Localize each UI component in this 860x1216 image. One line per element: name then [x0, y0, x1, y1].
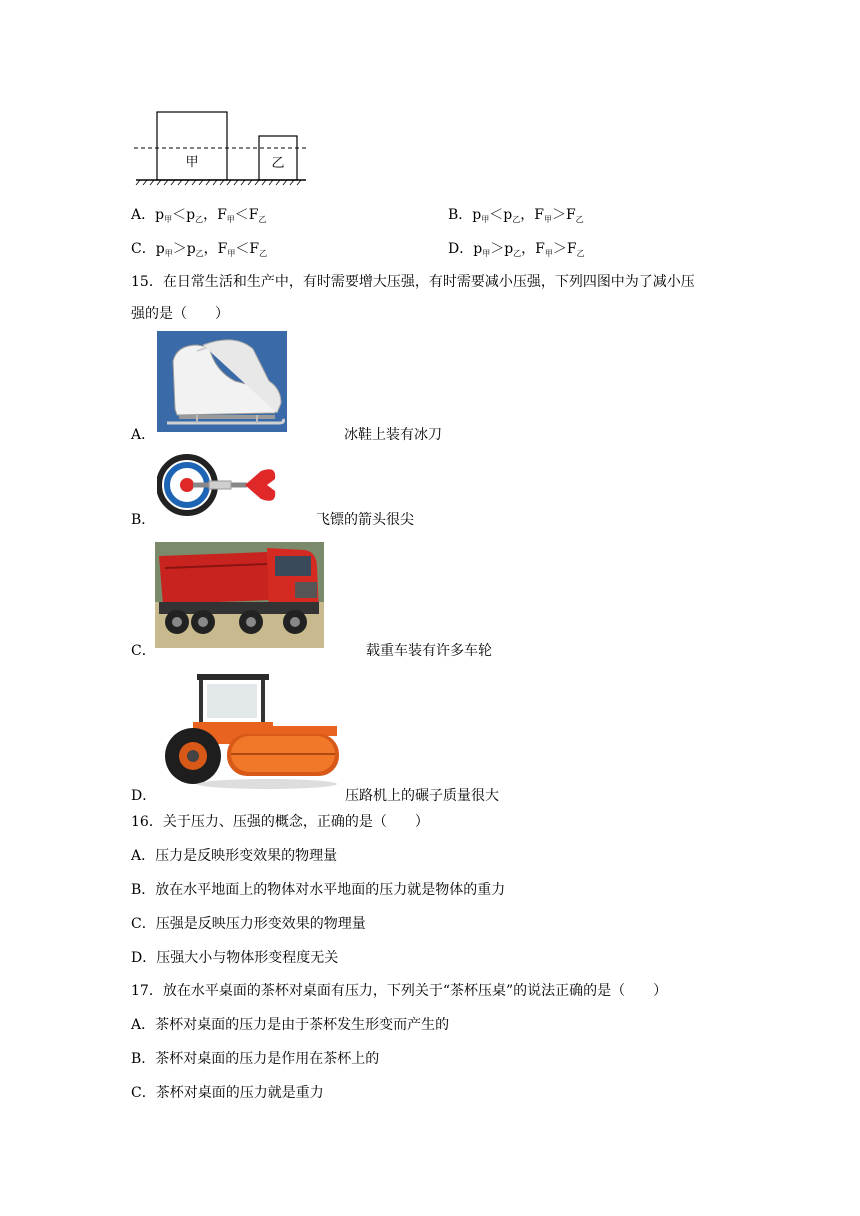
dart-target-image	[157, 447, 287, 519]
q15-stem-line2: 强的是（ ）	[131, 306, 229, 322]
q15-option-c-caption: 载重车装有许多车轮	[366, 643, 492, 659]
q15-option-b-letter: B．	[131, 512, 156, 528]
q17-option-b[interactable]: B．茶杯对桌面的压力是作用在茶杯上的	[131, 1051, 380, 1067]
q17-option-a[interactable]: A．茶杯对桌面的压力是由于茶杯发生形变而产生的	[131, 1017, 450, 1033]
q17-stem: 17．放在水平桌面的茶杯对桌面有压力，下列关于“茶杯压桌”的说法正确的是（ ）	[131, 983, 668, 999]
dump-truck-image	[155, 542, 324, 648]
q14-option-b[interactable]: B．$p_甲<p_乙$，$F_甲>F_乙$	[448, 207, 584, 224]
q16-option-b[interactable]: B．放在水平地面上的物体对水平地面的压力就是物体的重力	[131, 882, 506, 898]
q17-option-c[interactable]: C．茶杯对桌面的压力就是重力	[131, 1085, 324, 1101]
q15-stem-line1: 15．在日常生活和生产中，有时需要增大压强，有时需要减小压强，下列四图中为了减小压	[131, 274, 695, 290]
road-roller-image	[157, 668, 343, 790]
q15-option-d-caption: 压路机上的碾子质量很大	[345, 788, 499, 804]
q15-option-d-letter: D．	[131, 788, 157, 804]
q15-option-b-caption: 飞镖的箭头很尖	[316, 512, 414, 528]
q16-option-d[interactable]: D．压强大小与物体形变程度无关	[131, 950, 339, 966]
q14-option-a[interactable]: A．$p_甲<p_乙$，$F_甲<F_乙$	[131, 207, 267, 224]
q16-option-a[interactable]: A．压力是反映形变效果的物理量	[131, 848, 338, 864]
q16-option-c[interactable]: C．压强是反映压力形变效果的物理量	[131, 916, 366, 932]
label-jia: 甲	[185, 155, 199, 170]
q16-stem: 16．关于压力、压强的概念，正确的是（ ）	[131, 814, 429, 830]
q14-option-d[interactable]: D．$p_甲>p_乙$，$F_甲>F_乙$	[448, 241, 585, 258]
ground-hatching	[136, 180, 301, 185]
q15-option-a-letter: A．	[131, 427, 156, 443]
blocks-diagram	[134, 106, 310, 186]
label-yi: 乙	[271, 156, 285, 171]
q15-option-c-letter: C．	[131, 643, 156, 659]
q14-option-c[interactable]: C．$p_甲>p_乙$，$F_甲<F_乙$	[131, 241, 268, 258]
ice-skate-image	[157, 331, 287, 432]
q15-option-a-caption: 冰鞋上装有冰刀	[344, 427, 442, 443]
